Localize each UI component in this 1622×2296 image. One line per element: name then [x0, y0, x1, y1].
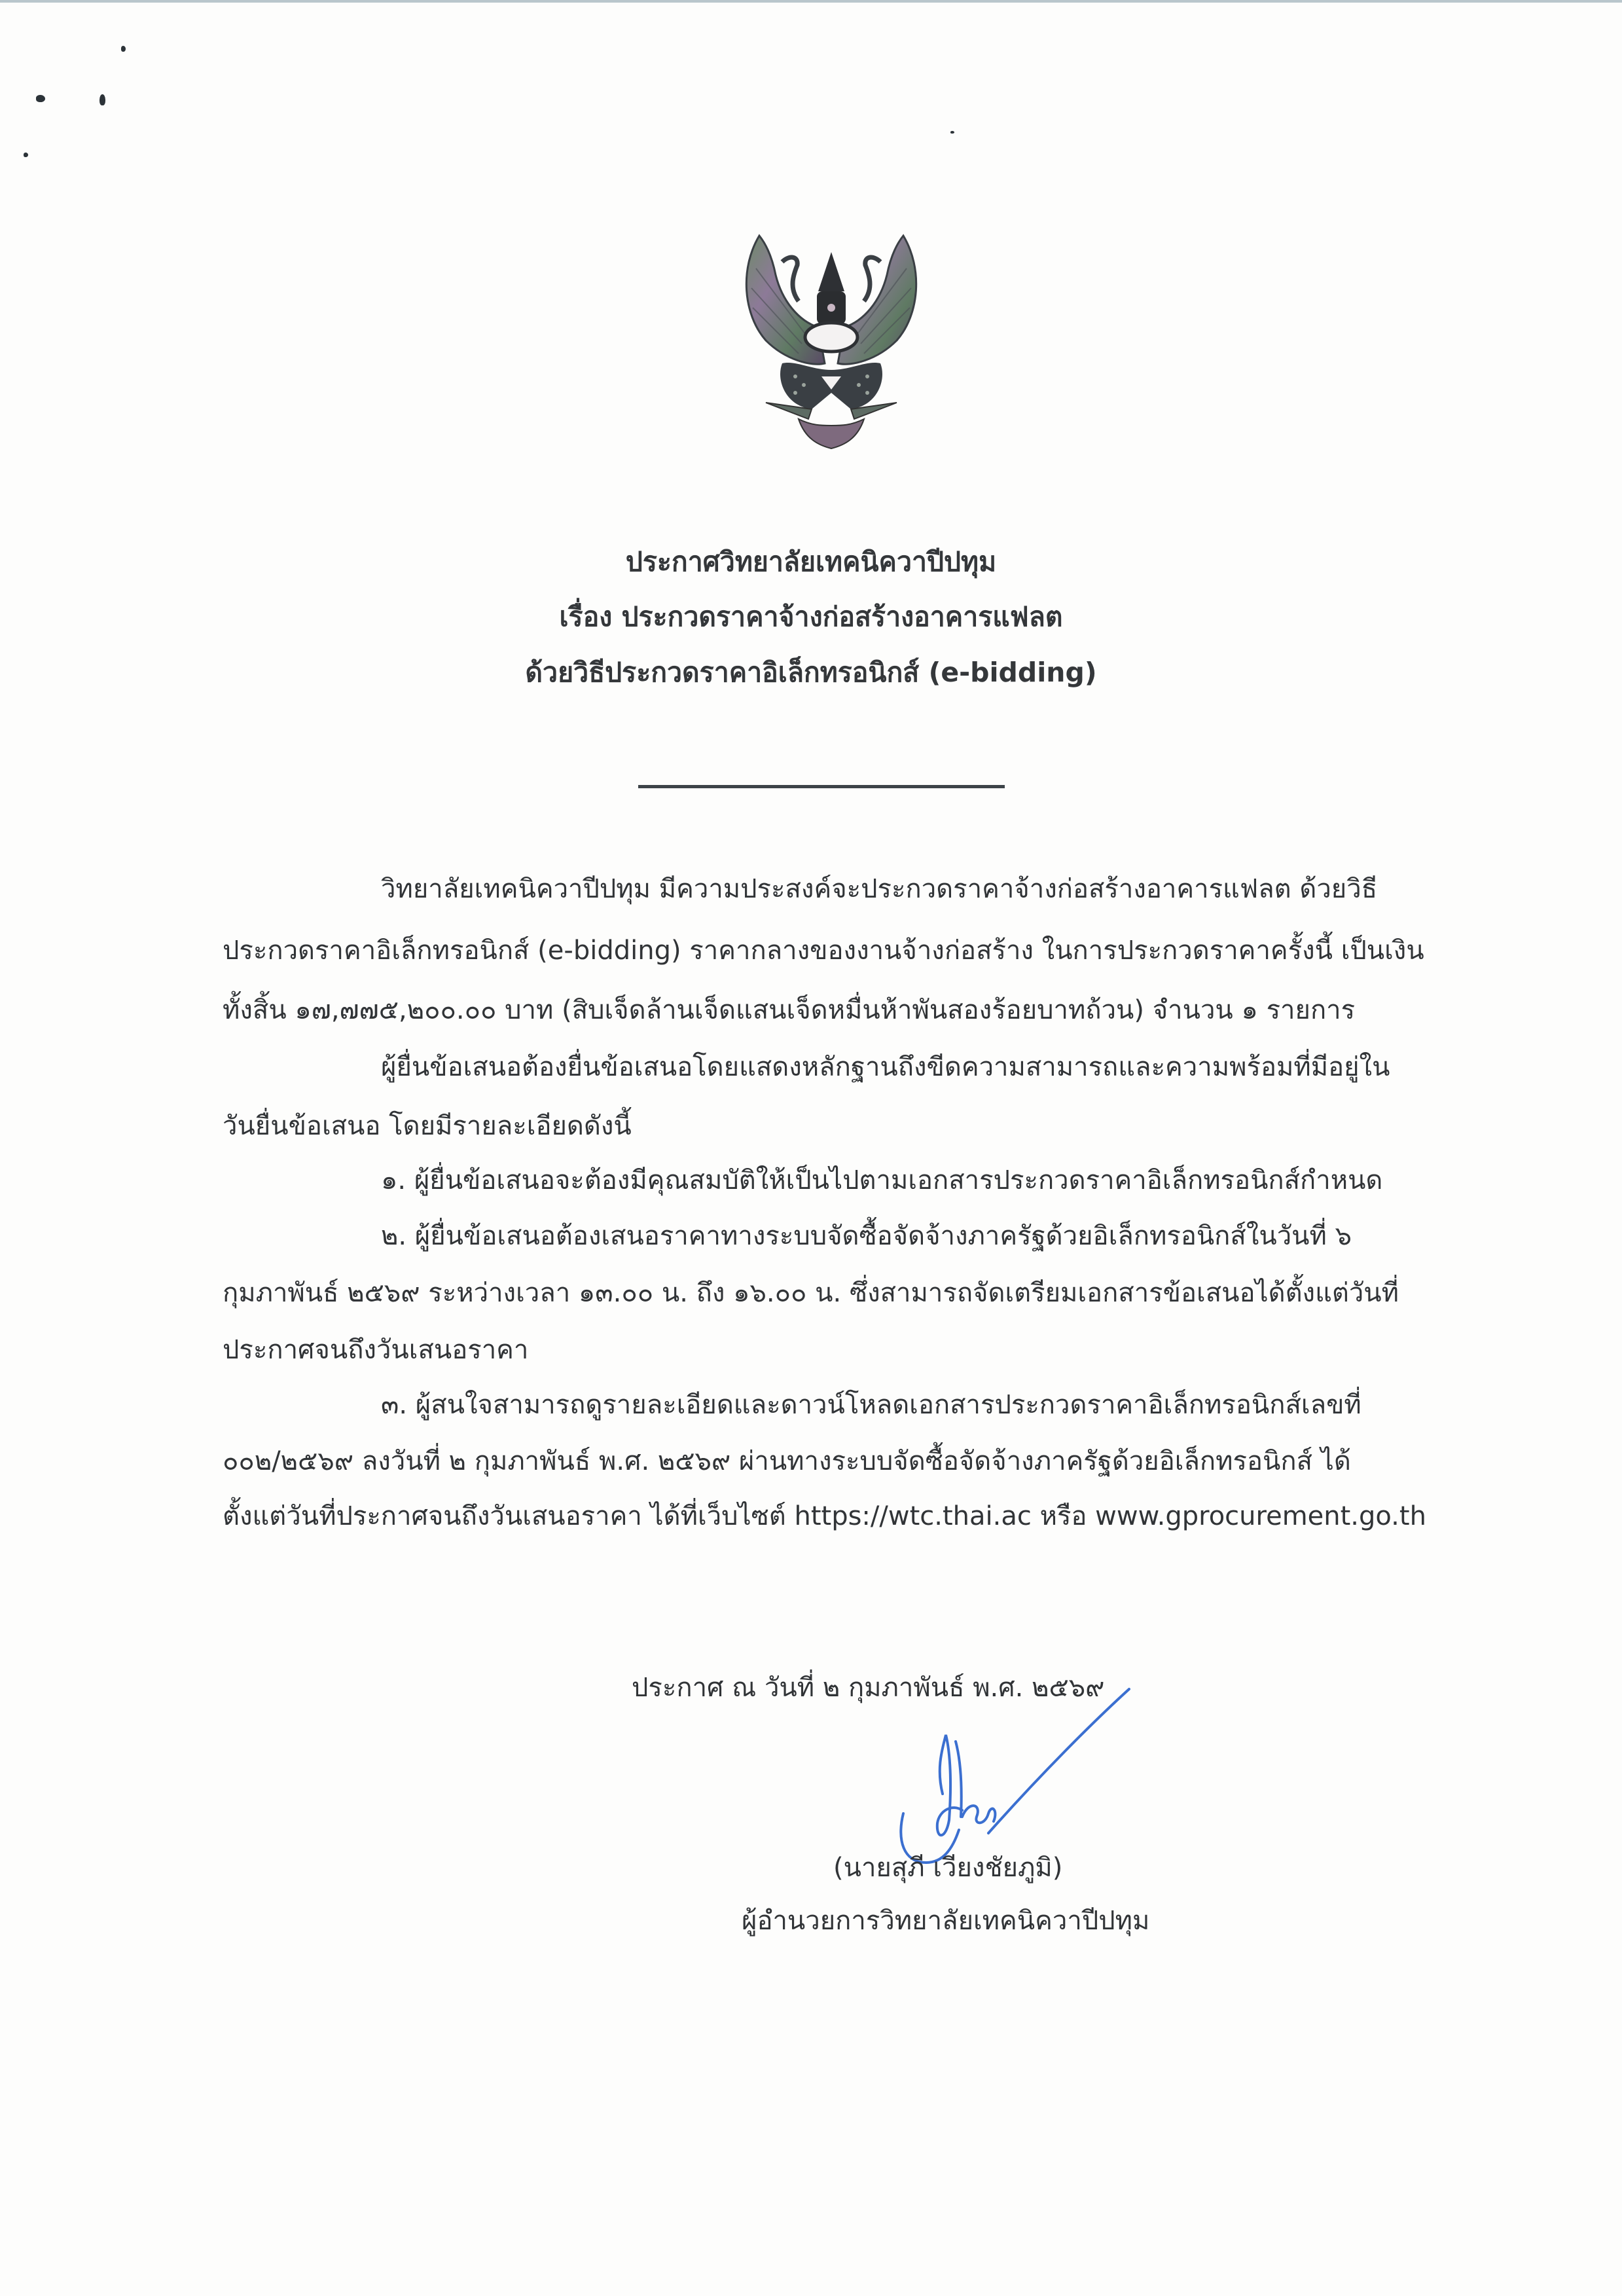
- item3-line3: [223, 1503, 1426, 1529]
- para1-line1: วิทยาลัยเทคนิควาปีปทุม มีความประสงค์จะประกวดราคาจ้างก่อสร้างอาคารแฟลต ด้วยวิธี: [381, 874, 1378, 904]
- para2-line1: ผู้ยื่นข้อเสนอต้องยื่นข้อเสนอโดยแสดงหลักฐานถึงขีดความสามารถและความพร้อมที่มีอยู่ใน: [381, 1052, 1390, 1082]
- announcement-method: ด้วยวิธีประกวดราคาอิเล็กทรอนิกส์ (e-bidding): [525, 657, 1097, 688]
- item2-line2: กุมภาพันธ์ ๒๕๖๙ ระหว่างเวลา ๑๓.๐๐ น. ถึง ๑๖.๐๐ น. ซึ่งสามารถจัดเตรียมเอกสารข้อเสนอได้ตั้งแต่วันที่: [223, 1278, 1399, 1308]
- scan-speck: [950, 131, 954, 134]
- item3-line3-connector: หรือ: [1031, 1501, 1096, 1531]
- gprocurement-website-link[interactable]: www.gprocurement.go.th: [1095, 1501, 1426, 1531]
- item3-line3-prefix: ตั้งแต่วันที่ประกาศจนถึงวันเสนอราคา ได้ที่เว็บไซต์: [223, 1501, 795, 1531]
- scan-speck: [36, 95, 45, 102]
- scan-top-edge: [0, 0, 1622, 3]
- scan-speck: [121, 46, 126, 52]
- signatory-position: ผู้อำนวยการวิทยาลัยเทคนิควาปีปทุม: [742, 1906, 1150, 1936]
- signature-icon: [864, 1676, 1139, 1866]
- item2-line3: ประกาศจนถึงวันเสนอราคา: [223, 1335, 529, 1365]
- para1-line2: ประกวดราคาอิเล็กทรอนิกส์ (e-bidding) ราคากลางของงานจ้างก่อสร้าง ในการประกวดราคาครั้งนี้ เป็นเงิน: [223, 936, 1424, 966]
- college-website-link[interactable]: https://wtc.thai.ac: [794, 1501, 1032, 1531]
- scan-speck: [24, 153, 28, 157]
- para1-line3: ทั้งสิ้น ๑๗,๗๗๕,๒๐๐.๐๐ บาท (สิบเจ็ดล้านเจ็ดแสนเจ็ดหมื่นห้าพันสองร้อยบาทถ้วน) จำนวน ๑ รายการ: [223, 995, 1356, 1025]
- scan-speck: [99, 94, 105, 105]
- garuda-emblem-icon: [720, 229, 943, 452]
- signatory-name: (นายสุภี เวียงชัยภูมิ): [833, 1853, 1063, 1883]
- announcement-title: ประกาศวิทยาลัยเทคนิควาปีปทุม: [625, 546, 997, 577]
- announcement-date: ประกาศ ณ วันที่ ๒ กุมภาพันธ์ พ.ศ. ๒๕๖๙: [632, 1673, 1105, 1703]
- item2-line1: ๒. ผู้ยื่นข้อเสนอต้องเสนอราคาทางระบบจัดซื้อจัดจ้างภาครัฐด้วยอิเล็กทรอนิกส์ในวันที่ ๖: [381, 1221, 1352, 1251]
- item3-line2: ๐๐๒/๒๕๖๙ ลงวันที่ ๒ กุมภาพันธ์ พ.ศ. ๒๕๖๙ ผ่านทางระบบจัดซื้อจัดจ้างภาครัฐด้วยอิเล็กทรอนิกส์ ได้: [223, 1446, 1351, 1476]
- announcement-subject: เรื่อง ประกวดราคาจ้างก่อสร้างอาคารแฟลต: [559, 601, 1063, 632]
- item1-line1: ๑. ผู้ยื่นข้อเสนอจะต้องมีคุณสมบัติให้เป็นไปตามเอกสารประกวดราคาอิเล็กทรอนิกส์กำหนด: [381, 1165, 1383, 1195]
- header-divider: [638, 785, 1005, 788]
- item3-line1: ๓. ผู้สนใจสามารถดูรายละเอียดและดาวน์โหลดเอกสารประกวดราคาอิเล็กทรอนิกส์เลขที่: [381, 1390, 1361, 1420]
- para2-line2: วันยื่นข้อเสนอ โดยมีรายละเอียดดังนี้: [223, 1111, 632, 1141]
